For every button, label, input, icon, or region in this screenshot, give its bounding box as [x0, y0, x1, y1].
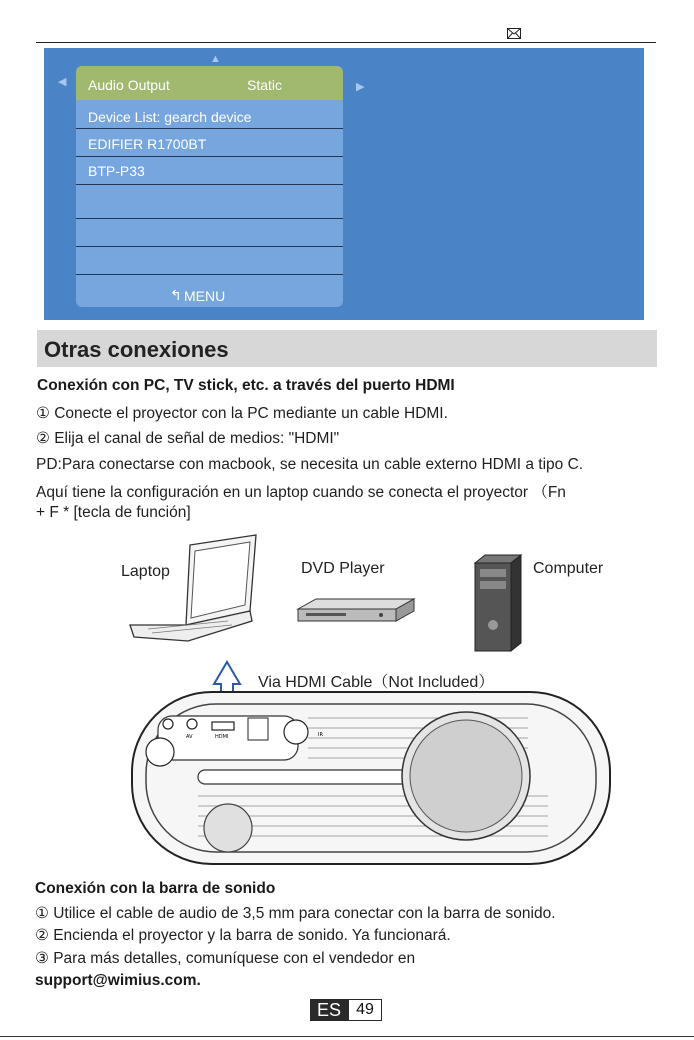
return-icon: ↰: [170, 287, 182, 303]
menu-divider: [76, 246, 343, 247]
hdmi-config-line-2: + F * [tecla de función]: [36, 504, 191, 521]
menu-divider: [76, 128, 343, 129]
audio-output-label: Audio Output: [88, 77, 170, 93]
arrow-up-icon: ▲: [210, 53, 221, 65]
ir-port-label: IR: [318, 732, 323, 738]
device-item-edifier[interactable]: EDIFIER R1700BT: [88, 136, 207, 152]
footer-rule: [0, 1036, 694, 1037]
hdmi-heading: Conexión con PC, TV stick, etc. a través del puerto HDMI: [37, 377, 455, 394]
hdmi-port-label: HDMI: [215, 734, 229, 740]
menu-divider: [76, 156, 343, 157]
header-rule: [36, 42, 656, 43]
hdmi-step-1: ① Conecte el proyector con la PC mediante un cable HDMI.: [36, 405, 448, 422]
osd-menu-panel: [76, 66, 343, 307]
soundbar-heading: Conexión con la barra de sonido: [35, 880, 276, 897]
projector-illustration: [128, 688, 614, 868]
device-list-item[interactable]: Device List: gearch device: [88, 109, 252, 125]
page-number: 49: [348, 999, 382, 1021]
av-port-label: AV: [186, 734, 193, 740]
hdmi-note: PD:Para conectarse con macbook, se necesita un cable externo HDMI a tipo C.: [36, 456, 584, 473]
hdmi-cable-label: Via HDMI Cable（Not Included）: [258, 674, 495, 691]
soundbar-step-3: ③ Para más detalles, comuníquese con el vendedor en: [35, 950, 416, 967]
dvd-player-label: DVD Player: [301, 560, 385, 577]
dvd-player-illustration: [296, 595, 418, 625]
device-item-btp[interactable]: BTP-P33: [88, 163, 145, 179]
audio-output-value: Static: [247, 77, 283, 93]
hdmi-config-line: Aquí tiene la configuración en un laptop cuando se conecta el proyector （Fn: [36, 484, 566, 501]
laptop-label: Laptop: [121, 563, 170, 580]
hdmi-step-2: ② Elija el canal de señal de medios: "HDMI": [36, 430, 340, 447]
language-badge: ES: [310, 999, 348, 1021]
computer-tower-illustration: [473, 553, 523, 653]
soundbar-step-2: ② Encienda el proyector y la barra de sonido. Ya funcionará.: [35, 927, 451, 944]
soundbar-step-1: ① Utilice el cable de audio de 3,5 mm para conectar con la barra de sonido.: [35, 905, 556, 922]
envelope-icon: [507, 28, 521, 39]
computer-label: Computer: [533, 560, 604, 577]
arrow-right-icon: ▶: [356, 81, 365, 93]
menu-divider: [76, 218, 343, 219]
menu-divider: [76, 274, 343, 275]
menu-return-label[interactable]: MENU: [184, 288, 226, 304]
menu-divider: [76, 184, 343, 185]
arrow-left-icon: ◀: [58, 76, 67, 88]
laptop-illustration: [128, 533, 264, 651]
support-email[interactable]: support@wimius.com.: [35, 972, 201, 989]
section-title: Otras conexiones: [44, 337, 229, 362]
